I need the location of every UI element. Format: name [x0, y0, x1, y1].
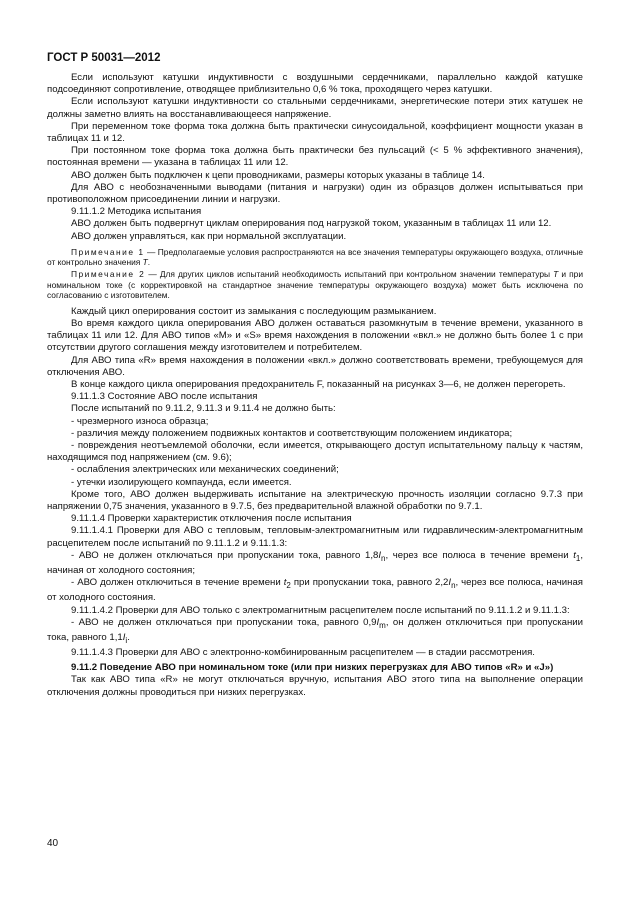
- paragraph: После испытаний по 9.11.2, 9.11.3 и 9.11.4 не должно быть:: [71, 403, 336, 415]
- symbol-t: t: [283, 577, 287, 589]
- document-body: [47, 72, 583, 699]
- text-run: , он должен отключиться при пропускании тока, равного 1,1: [47, 616, 583, 643]
- list-item: [47, 550, 583, 577]
- paragraph: Так как АВО типа «R» не могут отключаться вручную, испытания АВО этого типа на выполнение операции отключения должны проводиться при низких перегрузках.: [47, 674, 583, 698]
- symbol-I: I: [376, 616, 380, 628]
- text-run: , через все полюса в течение времени: [385, 549, 574, 561]
- subscript: n: [381, 553, 386, 563]
- list-item: - повреждения неотъемлемой оболочки, если имеется, открывающего доступ испытательному пальцу к частям, находящимся под напряжением (см. 9.6);: [47, 440, 583, 464]
- paragraph: Для АВО типа «R» время нахождения в положении «вкл.» должно соответствовать времени, требующемуся для отключения АВО.: [47, 354, 583, 378]
- text-run: при пропускании тока, равного 2,2: [290, 577, 449, 589]
- note-1: [47, 247, 583, 268]
- symbol-T: T: [142, 257, 148, 268]
- text-run: .: [127, 631, 130, 643]
- paragraph: Кроме того, АВО должен выдерживать испытание на электрическую прочность изоляции согласно 9.7.3 при напряжении 0,75 значения, указанного в 9.7.5, без предварительной влажной обработки по 9.7.1.: [47, 488, 583, 513]
- subscript: m: [379, 620, 386, 630]
- subscript: 2: [286, 581, 291, 591]
- section-heading: 9.11.2 Поведение АВО при номинальном токе (или при низких перегрузках для АВО типов «R» и «J»): [71, 662, 554, 674]
- page-number: 40: [47, 838, 59, 849]
- paragraph: Для АВО с необозначенными выводами (питания и нагрузки) один из образцов должен испытываться при противоположном присоединении линии и нагрузки.: [47, 181, 583, 206]
- paragraph: При постоянном токе форма тока должна быть практически без пульсаций (< 5 % эффективного значения), постоянная времени — указана в таблицах 11 или 12.: [47, 145, 583, 169]
- text-run: , через все полюса, начиная от холодного состояния.: [47, 577, 583, 604]
- paragraph: В конце каждого цикла оперирования предохранитель F, показанный на рисунках 3—6, не должен перегореть.: [71, 379, 566, 391]
- paragraph: АВО должен быть подключен к цепи проводниками, размеры которых указаны в таблице 14.: [71, 169, 485, 181]
- list-item: [47, 577, 583, 604]
- paragraph: 9.11.1.4.1 Проверки для АВО с тепловым, тепловым-электромагнитным или гидравлическим-электромагнитным расцепителем после испытаний по 9.11.1.2 и 9.11.1.3:: [47, 525, 583, 549]
- note-text: — Для других циклов испытаний необходимость испытаний при контрольном значении температуры: [145, 269, 554, 280]
- subsection-title: 9.11.1.4 Проверки характеристик отключения после испытания: [71, 513, 352, 525]
- note-text: .: [147, 257, 151, 268]
- subscript: 1: [575, 553, 581, 563]
- note-text: — Предполагаемые условия распространяются на все значения температуры окружающего воздуха, отличные от контрольно значения: [47, 246, 583, 268]
- symbol-T: T: [553, 269, 559, 280]
- note-label: Примечание 1: [71, 246, 145, 257]
- paragraph: Если используют катушки индуктивности со стальными сердечниками, энергетические потери этих катушек не должны заметно влиять на восстанавливающееся напряжение.: [47, 96, 583, 120]
- subscript: i: [125, 635, 128, 645]
- text-run: - АВО не должен отключаться при пропускании тока, равного 1,8: [71, 549, 379, 561]
- paragraph: При переменном токе форма тока должна быть практически синусоидальной, коэффициент мощности указан в таблицах 11 и 12.: [47, 120, 583, 145]
- subsection-title: 9.11.1.2 Методика испытания: [71, 206, 202, 218]
- paragraph: 9.11.1.4.3 Проверки для АВО с электронно-комбинированным расцепителем — в стадии рассмотрения.: [71, 646, 535, 658]
- text-run: - АВО должен отключиться в течение времени: [71, 577, 284, 589]
- note-2: [47, 269, 583, 301]
- paragraph: 9.11.1.4.2 Проверки для АВО только с электромагнитным расцепителем после испытаний по 9.11.1.2 и 9.11.1.3:: [71, 604, 570, 616]
- paragraph: АВО должен управляться, как при нормальной эксплуатации.: [71, 230, 347, 242]
- page-header-standard-number: ГОСТ Р 50031—2012: [47, 52, 161, 64]
- symbol-I: I: [378, 549, 382, 561]
- list-item: - чрезмерного износа образца;: [71, 415, 209, 427]
- symbol-I: I: [122, 631, 126, 643]
- note-label: Примечание 2: [71, 269, 146, 280]
- paragraph: Если используют катушки индуктивности с воздушными сердечниками, параллельно каждой катушке подсоединяют сопротивление, отводящее приблизительно 0,6 % тока, проходящего через катушки.: [47, 72, 583, 96]
- text-run: - АВО не должен отключаться при пропускании тока, равного 0,9: [71, 616, 377, 628]
- paragraph: АВО должен быть подвергнут циклам оперирования под нагрузкой током, указанным в таблицах 11 или 12.: [71, 218, 552, 230]
- paragraph: Во время каждого цикла оперирования АВО должен оставаться разомкнутым в течение времени, указанного в таблицах 11 или 12. Для АВО типов «M» и «S» время нахождения в положении «вкл.» не должно быть более 1 с при отсутствии другого соглашения между изготовителем и потребителем.: [47, 318, 583, 354]
- note-text: и при номинальном токе (с корректировкой на стандартное значение температуры окружающего воздуха) может быть исключена по согласованию с изготовителем.: [47, 269, 584, 301]
- subsection-title: 9.11.1.3 Состояние АВО после испытания: [71, 391, 258, 403]
- subscript: n: [451, 581, 456, 591]
- list-item: - ослабления электрических или механических соединений;: [71, 464, 339, 476]
- list-item: - утечки изолирующего компаунда, если имеется.: [71, 476, 292, 488]
- text-run: , начиная от холодного состояния;: [47, 549, 583, 576]
- symbol-I: I: [448, 577, 452, 589]
- paragraph: Каждый цикл оперирования состоит из замыкания с последующим размыканием.: [71, 305, 437, 317]
- symbol-t: t: [573, 549, 576, 561]
- list-item: - различия между положением подвижных контактов и соответствующим положением индикатора;: [71, 427, 513, 439]
- list-item: [47, 617, 583, 647]
